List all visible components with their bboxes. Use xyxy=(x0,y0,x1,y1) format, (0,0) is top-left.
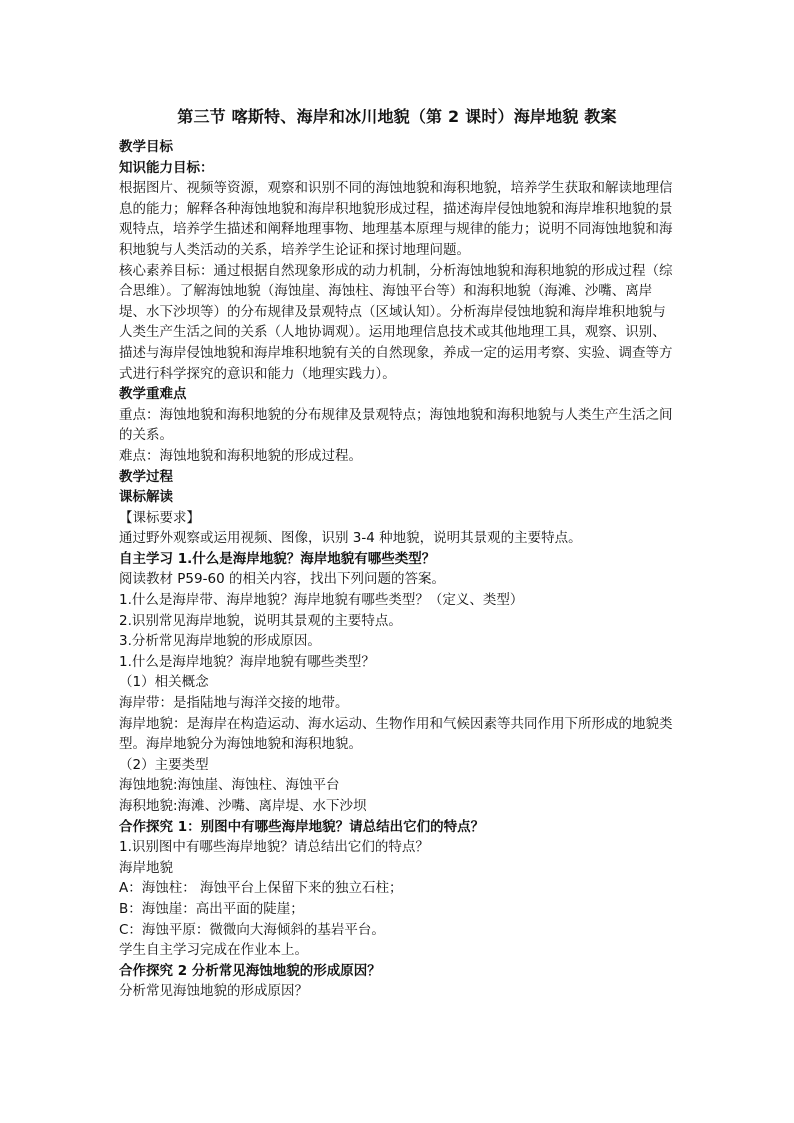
paragraph-knowledge-goals: 根据图片、视频等资源，观察和识别不同的海蚀地貌和海积地貌，培养学生获取和解读地理信息的能力；解释各种海蚀地貌和海岸积地貌形成过程，描述海岸侵蚀地貌和海岸堆积地貌的景观特点，培养学生描述和阐释地理事物、地理基本原理与规律的能力；说明不同海蚀地貌和海积地貌与人类活动的关系，培养学生论证和探讨地理问题。 xyxy=(119,180,673,258)
list-item-question-2: 2.识别常见海岸地貌，说明其景观的主要特点。 xyxy=(119,612,402,629)
label-coastal-landform: 海岸地貌 xyxy=(119,859,173,876)
document-title: 第三节 喀斯特、海岸和冰川地貌（第 2 课时）海岸地貌 教案 xyxy=(177,107,617,126)
paragraph-identify-question: 1.识别图中有哪些海岸地貌？请总结出它们的特点？ xyxy=(119,839,429,856)
paragraph-core-literacy: 核心素养目标：通过根据自然现象形成的动力机制，分析海蚀地貌和海积地貌的形成过程（综合思维）。了解海蚀地貌（海蚀崖、海蚀柱、海蚀平台等）和海积地貌（海滩、沙嘴、离岸堤、水下沙坝等）的分布规律及景观特点（区域认知）。分析海岸侵蚀地貌和海岸堆积地貌与人类生产生活之间的关系（人地协调观）。运用地理信息技术或其他地理工具，观察、识别、描述与海岸侵蚀地貌和海岸堆积地貌有关的自然现象，养成一定的运用考察、实验、调查等方式进行科学探究的意识和能力（地理实践力）。 xyxy=(119,262,673,382)
list-item-b: B：海蚀崖：高出平面的陡崖； xyxy=(119,900,304,917)
label-curriculum-requirement: 【课标要求】 xyxy=(119,509,200,526)
paragraph-erosion-landforms: 海蚀地貌:海蚀崖、海蚀柱、海蚀平台 xyxy=(119,777,340,794)
paragraph-question-1-repeat: 1.什么是海岸地貌？海岸地貌有哪些类型？ xyxy=(119,653,375,670)
heading-teaching-goals: 教学目标 xyxy=(119,139,173,155)
heading-teaching-process: 教学过程 xyxy=(119,468,173,485)
heading-cooperative-1: 合作探究 1：别图中有哪些海岸地貌？请总结出它们的特点？ xyxy=(119,818,485,835)
list-item-a: A：海蚀柱： 海蚀平台上保留下来的独立石柱； xyxy=(119,880,403,897)
list-item-c: C：海蚀平原：微微向大海倾斜的基岩平台。 xyxy=(119,921,385,938)
heading-knowledge-goals: 知识能力目标： xyxy=(119,159,214,176)
paragraph-key-point: 重点：海蚀地貌和海积地貌的分布规律及景观特点；海蚀地貌和海积地貌与人类生产生活之间的关系。 xyxy=(119,406,673,444)
heading-key-points: 教学重难点 xyxy=(119,386,187,403)
list-item-question-1: 1.什么是海岸带、海岸地貌？海岸地貌有哪些类型？（定义、类型） xyxy=(119,592,524,609)
paragraph-cause-question: 分析常见海蚀地貌的形成原因？ xyxy=(119,983,308,1000)
paragraph-homework-note: 学生自主学习完成在作业本上。 xyxy=(119,942,308,959)
label-main-types: （2）主要类型 xyxy=(119,756,209,773)
paragraph-curriculum-requirement: 通过野外观察或运用视频、图像，识别 3-4 种地貌，说明其景观的主要特点。 xyxy=(119,530,582,547)
document-body xyxy=(119,137,679,1002)
heading-curriculum: 课标解读 xyxy=(119,489,173,506)
list-item-question-3: 3.分析常见海岸地貌的形成原因。 xyxy=(119,633,321,650)
paragraph-coastal-landform: 海岸地貌：是海岸在构造运动、海水运动、生物作用和气候因素等共同作用下所形成的地貌类型。海岸地貌分为海蚀地貌和海积地貌。 xyxy=(119,715,673,753)
paragraph-deposition-landforms: 海积地貌:海滩、沙嘴、离岸堤、水下沙坝 xyxy=(119,798,367,814)
heading-cooperative-2: 合作探究 2 分析常见海蚀地貌的形成原因？ xyxy=(119,962,381,979)
label-related-concepts: （1）相关概念 xyxy=(119,674,209,691)
paragraph-difficulty: 难点：海蚀地貌和海积地貌的形成过程。 xyxy=(119,447,362,464)
paragraph-reading-task: 阅读教材 P59-60 的相关内容，找出下列问题的答案。 xyxy=(119,571,445,588)
paragraph-coastal-zone: 海岸带：是指陆地与海洋交接的地带。 xyxy=(119,695,349,712)
heading-self-study-1: 自主学习 1.什么是海岸地貌？海岸地貌有哪些类型？ xyxy=(119,550,436,567)
